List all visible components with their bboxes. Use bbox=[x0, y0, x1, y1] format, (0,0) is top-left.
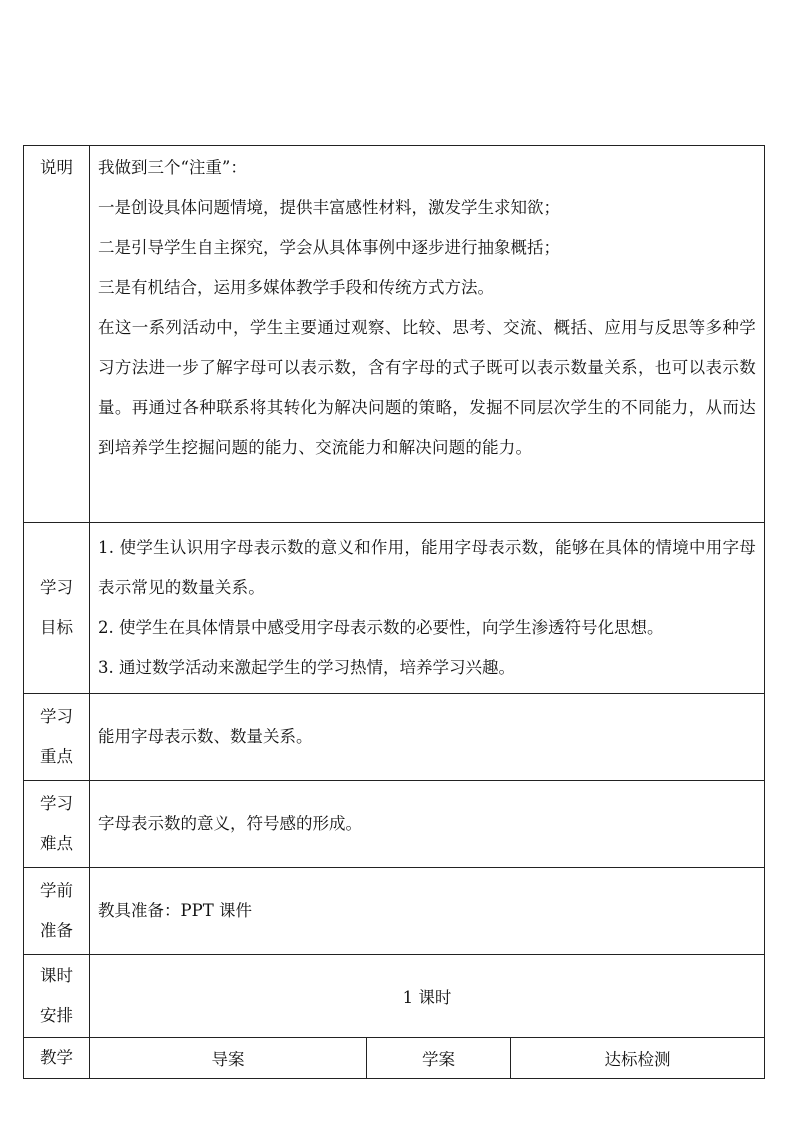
explanation-label-cell bbox=[24, 146, 90, 523]
explanation-line-3: 二是引导学生自主探究，学会从具体事例中逐步进行抽象概括； bbox=[98, 238, 560, 257]
time-content: 1 课时 bbox=[90, 955, 765, 1038]
row-difficulties bbox=[24, 781, 765, 868]
teaching-study-header: 学案 bbox=[367, 1038, 511, 1079]
difficulty-text: 字母表示数的意义，符号感的形成。 bbox=[98, 814, 362, 833]
key-text: 能用字母表示数、数量关系。 bbox=[98, 727, 313, 746]
difficulty-label-line-2: 难点 bbox=[40, 834, 73, 853]
row-explanation bbox=[24, 146, 765, 523]
teaching-assessment-header: 达标检测 bbox=[511, 1038, 765, 1079]
explanation-line-2: 一是创设具体问题情境，提供丰富感性材料，激发学生求知欲； bbox=[98, 198, 560, 217]
row-learning-goals bbox=[24, 523, 765, 694]
explanation-paragraph: 在这一系列活动中，学生主要通过观察、比较、思考、交流、概括、应用与反思等多种学习方法进一步了解字母可以表示数，含有字母的式子既可以表示数量关系，也可以表示数量。再通过各种联系将其转化为解决问题的策略，发掘不同层次学生的不同能力，从而达到培养学生挖掘问题的能力、交流能力和解决问题的能力。 bbox=[98, 318, 756, 457]
goal-item-2: 2. 使学生在具体情景中感受用字母表示数的必要性，向学生渗透符号化思想。 bbox=[98, 618, 664, 637]
goal-item-3: 3. 通过数学活动来激起学生的学习热情，培养学习兴趣。 bbox=[98, 658, 515, 677]
lesson-plan-table bbox=[23, 145, 765, 1079]
row-key-points bbox=[24, 694, 765, 781]
row-preparation bbox=[24, 868, 765, 955]
explanation-label: 说明 bbox=[40, 158, 73, 177]
prep-label-line-1: 学前 bbox=[40, 881, 73, 900]
row-schedule bbox=[24, 955, 765, 1038]
teaching-guide-header: 导案 bbox=[90, 1038, 367, 1079]
prep-content bbox=[90, 868, 765, 955]
explanation-line-4: 三是有机结合，运用多媒体教学手段和传统方式方法。 bbox=[98, 278, 494, 297]
goals-content bbox=[90, 523, 765, 694]
key-label-cell bbox=[24, 694, 90, 781]
key-label-line-1: 学习 bbox=[40, 707, 73, 726]
difficulty-label-cell bbox=[24, 781, 90, 868]
teaching-label: 教学 bbox=[24, 1038, 90, 1079]
prep-label-cell bbox=[24, 868, 90, 955]
time-label-line-1: 课时 bbox=[40, 966, 73, 985]
key-content bbox=[90, 694, 765, 781]
explanation-line-1: 我做到三个“注重”： bbox=[98, 158, 247, 177]
explanation-content bbox=[90, 146, 765, 523]
prep-text: 教具准备：PPT 课件 bbox=[98, 901, 252, 920]
goal-item-1: 1. 使学生认识用字母表示数的意义和作用，能用字母表示数，能够在具体的情境中用字母表示常见的数量关系。 bbox=[98, 538, 756, 597]
goals-label-cell bbox=[24, 523, 90, 694]
row-teaching bbox=[24, 1038, 765, 1079]
key-label-line-2: 重点 bbox=[40, 747, 73, 766]
prep-label-line-2: 准备 bbox=[40, 921, 73, 940]
time-label-line-2: 安排 bbox=[40, 1006, 73, 1025]
time-label-cell bbox=[24, 955, 90, 1038]
goals-label-line-1: 学习 bbox=[40, 578, 73, 597]
goals-label-line-2: 目标 bbox=[40, 618, 73, 637]
difficulty-content bbox=[90, 781, 765, 868]
difficulty-label-line-1: 学习 bbox=[40, 794, 73, 813]
